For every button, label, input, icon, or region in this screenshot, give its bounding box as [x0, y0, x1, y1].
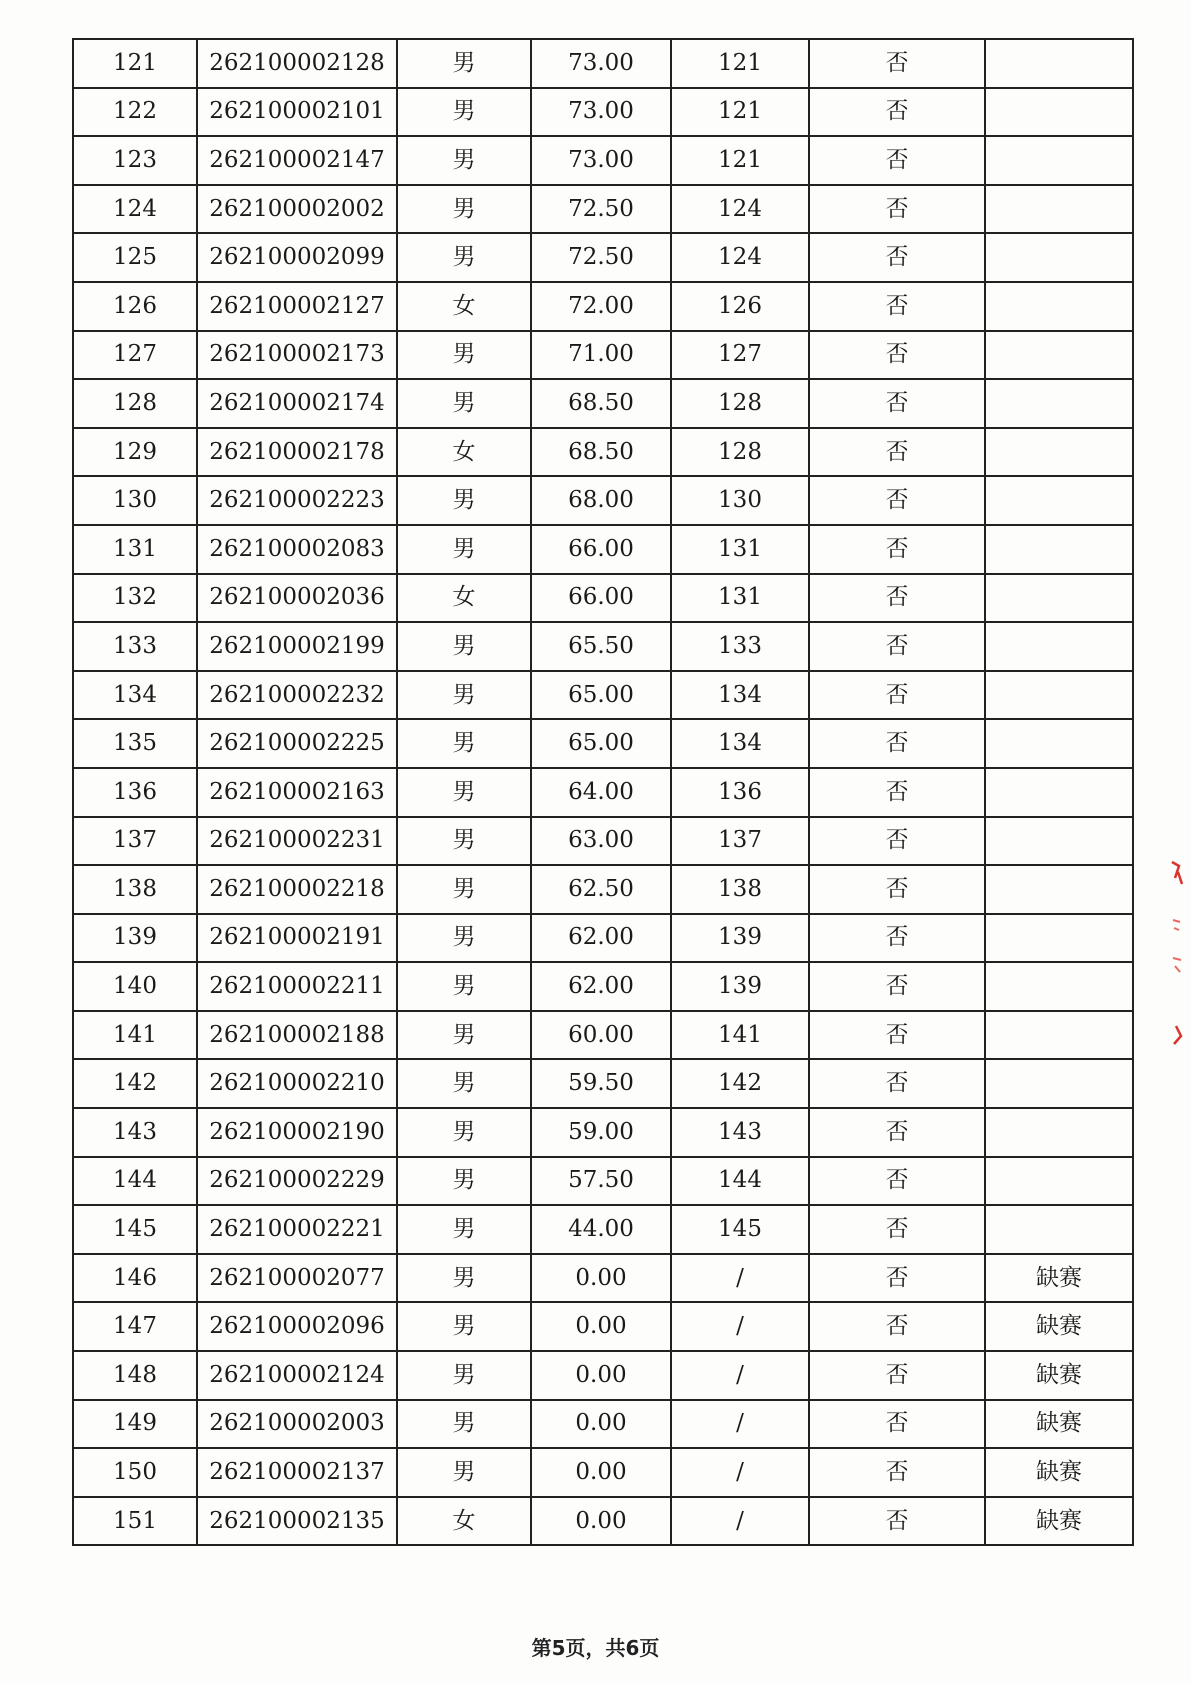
remark-cell: [985, 1205, 1133, 1254]
score-cell: 57.50: [531, 1157, 671, 1206]
candidate-id-cell: 262100002124: [197, 1351, 397, 1400]
score-cell: 68.50: [531, 428, 671, 477]
table-row: [73, 817, 1133, 866]
remark-cell: [985, 914, 1133, 963]
candidate-id-cell: 262100002128: [197, 39, 397, 88]
table-row: [73, 1059, 1133, 1108]
remark-cell: 缺赛: [985, 1254, 1133, 1303]
score-cell: 68.50: [531, 379, 671, 428]
candidate-id-cell: 262100002036: [197, 574, 397, 623]
gender-cell: 男: [397, 1205, 531, 1254]
remark-cell: [985, 1011, 1133, 1060]
score-cell: 64.00: [531, 768, 671, 817]
score-cell: 59.00: [531, 1108, 671, 1157]
score-cell: 66.00: [531, 574, 671, 623]
candidate-id-cell: 262100002232: [197, 671, 397, 720]
rank-cell: 143: [73, 1108, 197, 1157]
ranking-cell: 131: [671, 525, 809, 574]
score-cell: 73.00: [531, 88, 671, 137]
ranking-cell: 137: [671, 817, 809, 866]
gender-cell: 男: [397, 1448, 531, 1497]
score-cell: 60.00: [531, 1011, 671, 1060]
candidate-id-cell: 262100002188: [197, 1011, 397, 1060]
qualified-cell: 否: [809, 1400, 985, 1449]
qualified-cell: 否: [809, 1497, 985, 1546]
remark-cell: 缺赛: [985, 1351, 1133, 1400]
table-row: [73, 88, 1133, 137]
ranking-cell: 139: [671, 962, 809, 1011]
qualified-cell: 否: [809, 331, 985, 380]
rank-cell: 130: [73, 476, 197, 525]
ranking-cell: 141: [671, 1011, 809, 1060]
rank-cell: 149: [73, 1400, 197, 1449]
remark-cell: [985, 476, 1133, 525]
table-row: [73, 671, 1133, 720]
rank-cell: 131: [73, 525, 197, 574]
table-row: [73, 1351, 1133, 1400]
table-row: [73, 865, 1133, 914]
ranking-cell: 142: [671, 1059, 809, 1108]
gender-cell: 男: [397, 331, 531, 380]
remark-cell: [985, 282, 1133, 331]
qualified-cell: 否: [809, 428, 985, 477]
score-cell: 72.00: [531, 282, 671, 331]
qualified-cell: 否: [809, 574, 985, 623]
gender-cell: 男: [397, 185, 531, 234]
score-cell: 44.00: [531, 1205, 671, 1254]
gender-cell: 男: [397, 476, 531, 525]
qualified-cell: 否: [809, 1448, 985, 1497]
remark-cell: [985, 671, 1133, 720]
candidate-id-cell: 262100002190: [197, 1108, 397, 1157]
score-cell: 65.00: [531, 719, 671, 768]
ranking-cell: 124: [671, 185, 809, 234]
table-row: [73, 331, 1133, 380]
gender-cell: 男: [397, 622, 531, 671]
gender-cell: 男: [397, 1302, 531, 1351]
rank-cell: 135: [73, 719, 197, 768]
table-row: [73, 622, 1133, 671]
gender-cell: 男: [397, 671, 531, 720]
gender-cell: 男: [397, 1254, 531, 1303]
ranking-cell: 139: [671, 914, 809, 963]
remark-cell: [985, 1059, 1133, 1108]
ranking-cell: 138: [671, 865, 809, 914]
candidate-id-cell: 262100002163: [197, 768, 397, 817]
gender-cell: 男: [397, 1157, 531, 1206]
table-row: [73, 136, 1133, 185]
results-table: [72, 38, 1134, 1546]
rank-cell: 122: [73, 88, 197, 137]
remark-cell: 缺赛: [985, 1448, 1133, 1497]
ranking-cell: 136: [671, 768, 809, 817]
qualified-cell: 否: [809, 865, 985, 914]
table-row: [73, 39, 1133, 88]
score-cell: 0.00: [531, 1448, 671, 1497]
qualified-cell: 否: [809, 1254, 985, 1303]
table-row: [73, 1400, 1133, 1449]
rank-cell: 124: [73, 185, 197, 234]
remark-cell: 缺赛: [985, 1302, 1133, 1351]
qualified-cell: 否: [809, 476, 985, 525]
candidate-id-cell: 262100002225: [197, 719, 397, 768]
gender-cell: 男: [397, 1011, 531, 1060]
score-cell: 0.00: [531, 1351, 671, 1400]
qualified-cell: 否: [809, 525, 985, 574]
rank-cell: 128: [73, 379, 197, 428]
score-cell: 0.00: [531, 1497, 671, 1546]
remark-cell: [985, 379, 1133, 428]
ranking-cell: /: [671, 1302, 809, 1351]
qualified-cell: 否: [809, 817, 985, 866]
qualified-cell: 否: [809, 136, 985, 185]
rank-cell: 150: [73, 1448, 197, 1497]
candidate-id-cell: 262100002221: [197, 1205, 397, 1254]
gender-cell: 女: [397, 1497, 531, 1546]
remark-cell: [985, 962, 1133, 1011]
qualified-cell: 否: [809, 768, 985, 817]
ranking-cell: 143: [671, 1108, 809, 1157]
rank-cell: 123: [73, 136, 197, 185]
rank-cell: 148: [73, 1351, 197, 1400]
score-cell: 0.00: [531, 1302, 671, 1351]
candidate-id-cell: 262100002077: [197, 1254, 397, 1303]
gender-cell: 女: [397, 282, 531, 331]
remark-cell: [985, 719, 1133, 768]
qualified-cell: 否: [809, 1351, 985, 1400]
qualified-cell: 否: [809, 233, 985, 282]
table-row: [73, 379, 1133, 428]
gender-cell: 男: [397, 962, 531, 1011]
score-cell: 72.50: [531, 233, 671, 282]
gender-cell: 男: [397, 817, 531, 866]
score-cell: 0.00: [531, 1400, 671, 1449]
gender-cell: 女: [397, 574, 531, 623]
table-row: [73, 1157, 1133, 1206]
ranking-cell: 121: [671, 136, 809, 185]
gender-cell: 男: [397, 719, 531, 768]
candidate-id-cell: 262100002099: [197, 233, 397, 282]
table-row: [73, 1302, 1133, 1351]
score-cell: 0.00: [531, 1254, 671, 1303]
qualified-cell: 否: [809, 962, 985, 1011]
rank-cell: 133: [73, 622, 197, 671]
rank-cell: 137: [73, 817, 197, 866]
stamp-fragment: [1170, 858, 1184, 1048]
rank-cell: 151: [73, 1497, 197, 1546]
candidate-id-cell: 262100002096: [197, 1302, 397, 1351]
score-cell: 73.00: [531, 39, 671, 88]
table-row: [73, 1108, 1133, 1157]
ranking-cell: 144: [671, 1157, 809, 1206]
score-cell: 73.00: [531, 136, 671, 185]
qualified-cell: 否: [809, 282, 985, 331]
ranking-cell: 121: [671, 88, 809, 137]
score-cell: 62.00: [531, 962, 671, 1011]
table-row: [73, 962, 1133, 1011]
qualified-cell: 否: [809, 1302, 985, 1351]
qualified-cell: 否: [809, 185, 985, 234]
rank-cell: 140: [73, 962, 197, 1011]
remark-cell: [985, 331, 1133, 380]
remark-cell: [985, 817, 1133, 866]
remark-cell: [985, 768, 1133, 817]
qualified-cell: 否: [809, 39, 985, 88]
rank-cell: 145: [73, 1205, 197, 1254]
qualified-cell: 否: [809, 88, 985, 137]
ranking-cell: 130: [671, 476, 809, 525]
rank-cell: 134: [73, 671, 197, 720]
gender-cell: 男: [397, 39, 531, 88]
gender-cell: 男: [397, 1108, 531, 1157]
remark-cell: [985, 185, 1133, 234]
candidate-id-cell: 262100002101: [197, 88, 397, 137]
remark-cell: 缺赛: [985, 1400, 1133, 1449]
candidate-id-cell: 262100002218: [197, 865, 397, 914]
qualified-cell: 否: [809, 671, 985, 720]
gender-cell: 女: [397, 428, 531, 477]
table-row: [73, 1448, 1133, 1497]
table-row: [73, 476, 1133, 525]
table-row: [73, 914, 1133, 963]
gender-cell: 男: [397, 136, 531, 185]
remark-cell: [985, 1108, 1133, 1157]
table-row: [73, 233, 1133, 282]
remark-cell: [985, 88, 1133, 137]
qualified-cell: 否: [809, 379, 985, 428]
rank-cell: 127: [73, 331, 197, 380]
score-cell: 65.00: [531, 671, 671, 720]
rank-cell: 147: [73, 1302, 197, 1351]
table-row: [73, 768, 1133, 817]
candidate-id-cell: 262100002191: [197, 914, 397, 963]
candidate-id-cell: 262100002199: [197, 622, 397, 671]
rank-cell: 146: [73, 1254, 197, 1303]
ranking-cell: 128: [671, 379, 809, 428]
candidate-id-cell: 262100002083: [197, 525, 397, 574]
rank-cell: 141: [73, 1011, 197, 1060]
candidate-id-cell: 262100002003: [197, 1400, 397, 1449]
candidate-id-cell: 262100002174: [197, 379, 397, 428]
table-row: [73, 525, 1133, 574]
gender-cell: 男: [397, 1059, 531, 1108]
table-body: [73, 39, 1133, 1545]
qualified-cell: 否: [809, 1108, 985, 1157]
rank-cell: 121: [73, 39, 197, 88]
ranking-cell: /: [671, 1351, 809, 1400]
gender-cell: 男: [397, 525, 531, 574]
remark-cell: [985, 136, 1133, 185]
qualified-cell: 否: [809, 914, 985, 963]
table-row: [73, 1011, 1133, 1060]
rank-cell: 126: [73, 282, 197, 331]
ranking-cell: 121: [671, 39, 809, 88]
remark-cell: [985, 39, 1133, 88]
ranking-cell: 126: [671, 282, 809, 331]
rank-cell: 136: [73, 768, 197, 817]
candidate-id-cell: 262100002229: [197, 1157, 397, 1206]
score-cell: 71.00: [531, 331, 671, 380]
candidate-id-cell: 262100002137: [197, 1448, 397, 1497]
candidate-id-cell: 262100002135: [197, 1497, 397, 1546]
ranking-cell: /: [671, 1497, 809, 1546]
table-row: [73, 185, 1133, 234]
page-footer: 第5页，共6页: [531, 1636, 660, 1660]
ranking-cell: 133: [671, 622, 809, 671]
gender-cell: 男: [397, 233, 531, 282]
remark-cell: [985, 865, 1133, 914]
remark-cell: 缺赛: [985, 1497, 1133, 1546]
table-row: [73, 1254, 1133, 1303]
qualified-cell: 否: [809, 622, 985, 671]
ranking-cell: /: [671, 1448, 809, 1497]
score-cell: 59.50: [531, 1059, 671, 1108]
ranking-cell: 134: [671, 671, 809, 720]
score-cell: 68.00: [531, 476, 671, 525]
remark-cell: [985, 525, 1133, 574]
remark-cell: [985, 428, 1133, 477]
rank-cell: 125: [73, 233, 197, 282]
table-row: [73, 1497, 1133, 1546]
qualified-cell: 否: [809, 1157, 985, 1206]
gender-cell: 男: [397, 865, 531, 914]
table-row: [73, 719, 1133, 768]
rank-cell: 132: [73, 574, 197, 623]
candidate-id-cell: 262100002210: [197, 1059, 397, 1108]
ranking-cell: 145: [671, 1205, 809, 1254]
score-cell: 63.00: [531, 817, 671, 866]
ranking-cell: /: [671, 1254, 809, 1303]
remark-cell: [985, 622, 1133, 671]
ranking-cell: 131: [671, 574, 809, 623]
score-cell: 62.00: [531, 914, 671, 963]
rank-cell: 139: [73, 914, 197, 963]
rank-cell: 129: [73, 428, 197, 477]
rank-cell: 138: [73, 865, 197, 914]
remark-cell: [985, 574, 1133, 623]
candidate-id-cell: 262100002211: [197, 962, 397, 1011]
gender-cell: 男: [397, 1400, 531, 1449]
qualified-cell: 否: [809, 719, 985, 768]
rank-cell: 144: [73, 1157, 197, 1206]
candidate-id-cell: 262100002002: [197, 185, 397, 234]
ranking-cell: 128: [671, 428, 809, 477]
ranking-cell: 134: [671, 719, 809, 768]
table-row: [73, 428, 1133, 477]
qualified-cell: 否: [809, 1059, 985, 1108]
table-row: [73, 574, 1133, 623]
score-cell: 62.50: [531, 865, 671, 914]
gender-cell: 男: [397, 1351, 531, 1400]
remark-cell: [985, 233, 1133, 282]
candidate-id-cell: 262100002223: [197, 476, 397, 525]
ranking-cell: /: [671, 1400, 809, 1449]
rank-cell: 142: [73, 1059, 197, 1108]
qualified-cell: 否: [809, 1205, 985, 1254]
candidate-id-cell: 262100002147: [197, 136, 397, 185]
candidate-id-cell: 262100002127: [197, 282, 397, 331]
candidate-id-cell: 262100002178: [197, 428, 397, 477]
score-cell: 72.50: [531, 185, 671, 234]
score-cell: 66.00: [531, 525, 671, 574]
ranking-cell: 127: [671, 331, 809, 380]
table-row: [73, 1205, 1133, 1254]
qualified-cell: 否: [809, 1011, 985, 1060]
gender-cell: 男: [397, 379, 531, 428]
candidate-id-cell: 262100002231: [197, 817, 397, 866]
gender-cell: 男: [397, 88, 531, 137]
ranking-cell: 124: [671, 233, 809, 282]
gender-cell: 男: [397, 914, 531, 963]
score-cell: 65.50: [531, 622, 671, 671]
remark-cell: [985, 1157, 1133, 1206]
gender-cell: 男: [397, 768, 531, 817]
candidate-id-cell: 262100002173: [197, 331, 397, 380]
table-row: [73, 282, 1133, 331]
